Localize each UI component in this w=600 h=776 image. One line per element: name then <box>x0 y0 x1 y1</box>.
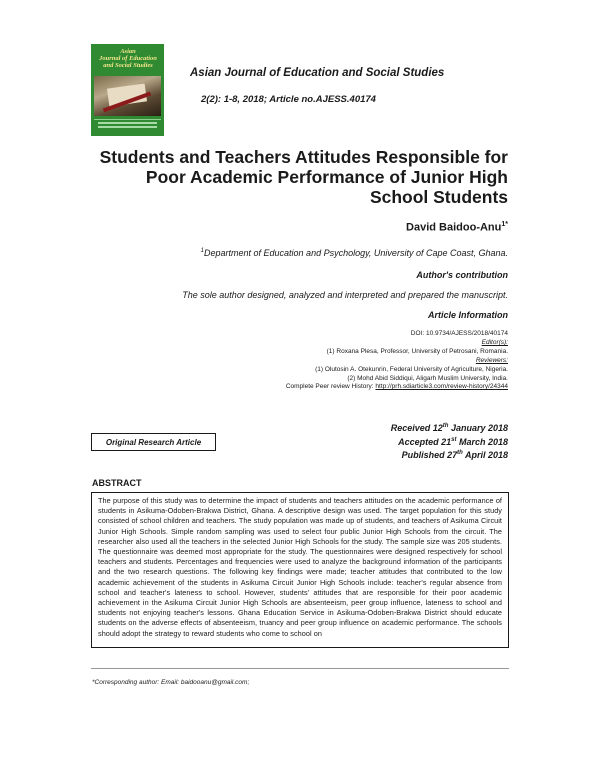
abstract-heading: ABSTRACT <box>92 478 142 488</box>
corresponding-author-footnote: *Corresponding author: Email: baidooanu@gmail.com; <box>92 679 250 686</box>
received-date: Received 12th January 2018 <box>390 423 508 433</box>
reviewers-label: Reviewers: <box>475 356 508 364</box>
affiliation-mark: 1 <box>200 248 204 254</box>
doi: DOI: 10.9734/AJESS/2018/40174 <box>410 330 508 337</box>
accepted-date: Accepted 21st March 2018 <box>398 436 508 447</box>
published-date: Published 27th April 2018 <box>401 450 508 460</box>
volume-line: 2(2): 1-8, 2018; Article no.AJESS.40174 <box>201 94 376 105</box>
abstract-box <box>91 492 509 648</box>
editor-entry: (1) Roxana Plesa, Professor, University of Petrosani, Romania. <box>326 347 508 355</box>
reviewer-entry: (1) Olutosin A. Otekunrin, Federal University of Agriculture, Nigeria. <box>315 365 508 373</box>
cover-title: Asian Journal of Education and Social Studies <box>99 48 157 69</box>
journal-name: Asian Journal of Education and Social Studies <box>190 67 445 79</box>
contribution-heading: Author's contribution <box>416 270 508 280</box>
author-line <box>406 221 508 234</box>
article-information-heading: Article Information <box>427 310 508 320</box>
author-name: David Baidoo-Anu <box>406 221 502 234</box>
journal-cover-image <box>91 44 164 136</box>
editors-label: Editor(s): <box>481 338 508 346</box>
article-information-block <box>78 330 508 392</box>
review-history: Complete Peer review History: http://prh.sdiarticle3.com/review-history/24344 <box>285 383 508 391</box>
footnote-divider <box>91 668 509 669</box>
affiliation <box>201 248 508 258</box>
affiliation-text: Department of Education and Psychology, University of Cape Coast, Ghana. <box>204 248 508 258</box>
abstract-text: The purpose of this study was to determine the impact of students and teachers attitudes on the academic performance of students in Asikuma-Odoben-Brakwa District, Ghana. A descriptive design was used. The target population for this study consisted of school children and teachers. The study population was made up of students, and teachers of Asikuma Circuit Junior High Schools. Simple random sampling was used to select four public Junior High Schools from the circuit. The researcher also used all the teachers in the selected Junior High Schools for the study. The sample size was 205 students. The questionnaire was deemed most appropriate for the study. The questionnaires were designed respectively for school teachers and students. Percentages and frequencies were used to analyze the background information of the participants and the two research questions. The following key findings were made; teacher attitudes that contributed to the low academic achievement of the students in Asikuma Circuit Junior High Schools include: teacher's regular absence from school and teacher's lateness to school. However, students' attitudes that are responsible for their poor academic achievement in the Asikuma Circuit Junior High Schools are absenteeism, peer group influence, lateness to school and students not enjoying teacher's lessons. Ghana Education Service in Asikuma-Odoben-Brakwa District should educate students on the adverse effects of absenteeism, truancy and peer group influence on academic performance. The schools should adopt the strategy to reward students who come to school on <box>98 496 502 638</box>
article-type-box: Original Research Article <box>91 433 216 451</box>
cover-photo <box>94 76 161 116</box>
reviewer-entry: (2) Mohd Abid Siddiqui, Aligarh Muslim University, India. <box>347 374 508 382</box>
cover-footer-decoration <box>94 119 161 132</box>
review-history-link[interactable]: http://prh.sdiarticle3.com/review-history/24344 <box>375 383 508 391</box>
author-marks: 1* <box>501 221 508 228</box>
article-dates <box>391 421 508 462</box>
paper-title: Students and Teachers Attitudes Responsible for Poor Academic Performance of Junior High School Students <box>99 147 508 207</box>
contribution-text: The sole author designed, analyzed and interpreted and prepared the manuscript. <box>182 290 508 300</box>
